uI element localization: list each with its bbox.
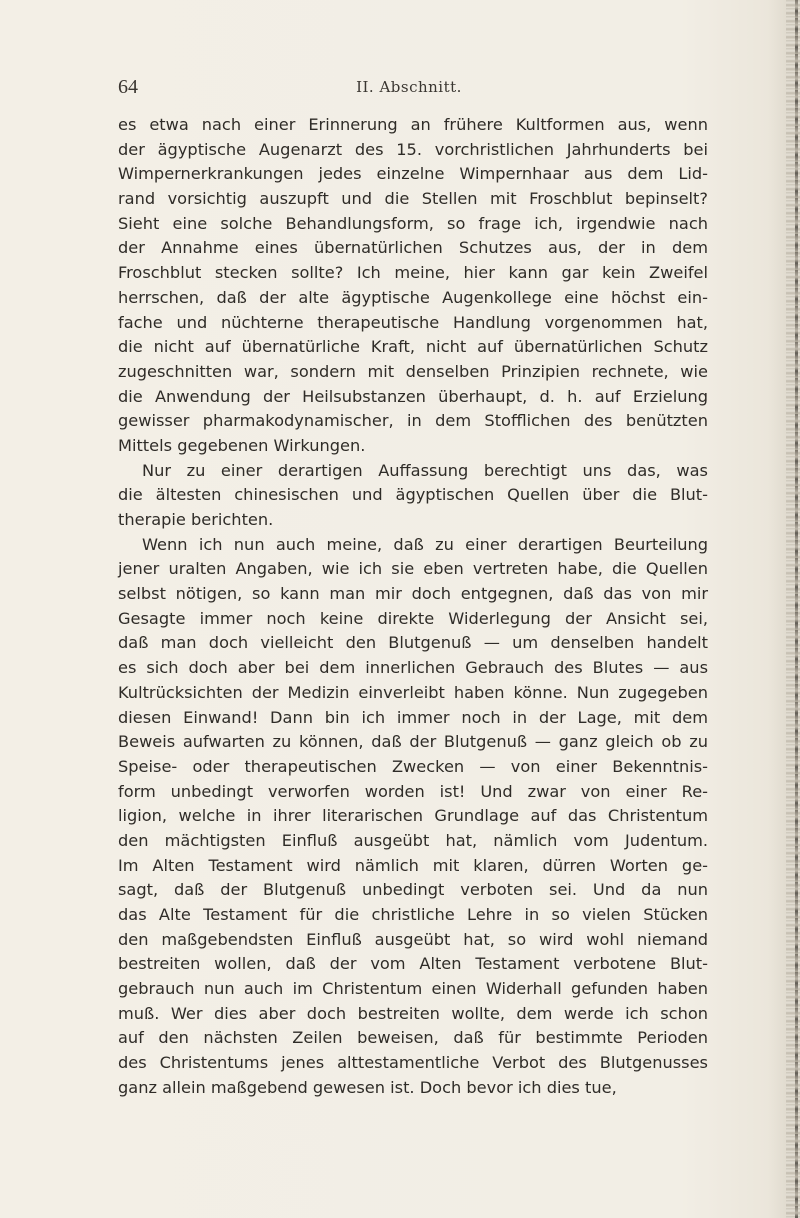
text-line: zugeschnitten war, sondern mit denselben Prinzipien rechnete, wie [118, 361, 708, 381]
text-line: therapie berichten. [118, 510, 274, 529]
text-line: Froschblut stecken sollte? Ich meine, hier kann gar kein Zweifel [118, 263, 708, 283]
text-line: Gesagte immer noch keine direkte Widerlegung der Ansicht sei, [118, 608, 708, 628]
text-line: Speise- oder therapeutischen Zwecken — von einer Bekenntnis- [118, 756, 708, 776]
text-line: sagt, daß der Blutgenuß unbedingt verboten sei. Und da nun [118, 880, 708, 900]
text-line: selbst nötigen, so kann man mir doch entgegnen, daß das von mir [118, 584, 708, 604]
page-header [118, 76, 700, 104]
paragraph [118, 533, 708, 1101]
text-line: des Christentums jenes alttestamentliche Verbot des Blutgenusses [118, 1053, 708, 1073]
text-line: auf den nächsten Zeilen beweisen, daß für bestimmte Perioden [118, 1028, 708, 1048]
text-line: die nicht auf übernatürliche Kraft, nicht auf übernatürlichen Schutz [118, 337, 708, 357]
text-line: Im Alten Testament wird nämlich mit klaren, dürren Worten ge- [118, 855, 708, 875]
text-line: Beweis aufwarten zu können, daß der Blutgenuß — ganz gleich ob zu [118, 732, 708, 752]
page-number: 64 [118, 76, 138, 98]
text-line: die Anwendung der Heilsubstanzen überhaupt, d. h. auf Erzielung [118, 386, 708, 406]
body-text [118, 113, 708, 1101]
text-line: der ägyptische Augenarzt des 15. vorchristlichen Jahrhunderts bei [118, 139, 708, 159]
text-line: es sich doch aber bei dem innerlichen Gebrauch des Blutes — aus [118, 658, 708, 678]
text-line: die ältesten chinesischen und ägyptischen Quellen über die Blut- [118, 485, 708, 505]
paragraph [118, 113, 708, 459]
text-line: form unbedingt verworfen worden ist! Und zwar von einer Re- [118, 781, 708, 801]
text-line: Mittels gegebenen Wirkungen. [118, 435, 366, 455]
running-head: II. Abschnitt. [356, 78, 462, 96]
text-line: muß. Wer dies aber doch bestreiten wollte, dem werde ich schon [118, 1003, 708, 1023]
text-line: rand vorsichtig auszupft und die Stellen mit Froschblut bepinselt? [118, 189, 708, 209]
text-line: daß man doch vielleicht den Blutgenuß — um denselben handelt [118, 633, 708, 653]
text-line: gebrauch nun auch im Christentum einen Widerhall gefunden haben [118, 979, 708, 999]
text-line: jener uralten Angaben, wie ich sie eben vertreten habe, die Quellen [118, 559, 708, 579]
text-line: Wenn ich nun auch meine, daß zu einer derartigen Beurteilung [142, 534, 708, 554]
text-line: Kultrücksichten der Medizin einverleibt haben könne. Nun zugegeben [118, 682, 708, 702]
text-line: Nur zu einer derartigen Auffassung berechtigt uns das, was [142, 460, 708, 480]
text-line: gewisser pharmakodynamischer, in dem Stofflichen des benützten [118, 411, 708, 431]
text-line: das Alte Testament für die christliche Lehre in so vielen Stücken [118, 905, 708, 924]
page-edge-shadow [786, 0, 800, 1218]
text-line: der Annahme eines übernatürlichen Schutzes aus, der in dem [118, 238, 708, 258]
text-line: Sieht eine solche Behandlungsform, so frage ich, irgendwie nach [118, 213, 708, 233]
text-line: den mächtigsten Einfluß ausgeübt hat, nämlich vom Judentum. [118, 830, 708, 850]
text-line: herrschen, daß der alte ägyptische Augenkollege eine höchst ein- [118, 287, 708, 307]
paragraph [118, 459, 708, 533]
text-line: ganz allein maßgebend gewesen ist. Doch bevor ich dies tue, [118, 1077, 617, 1097]
text-line: bestreiten wollen, daß der vom Alten Testament verbotene Blut- [118, 954, 708, 974]
text-line: es etwa nach einer Erinnerung an frühere Kultformen aus, wenn [118, 115, 708, 134]
text-line: Wimpernerkrankungen jedes einzelne Wimpernhaar aus dem Lid- [118, 164, 708, 184]
text-line: den maßgebendsten Einfluß ausgeübt hat, so wird wohl niemand [118, 929, 708, 949]
text-line: diesen Einwand! Dann bin ich immer noch in der Lage, mit dem [118, 707, 708, 727]
text-line: fache und nüchterne therapeutische Handlung vorgenommen hat, [118, 312, 708, 332]
text-line: ligion, welche in ihrer literarischen Grundlage auf das Christentum [118, 806, 708, 826]
